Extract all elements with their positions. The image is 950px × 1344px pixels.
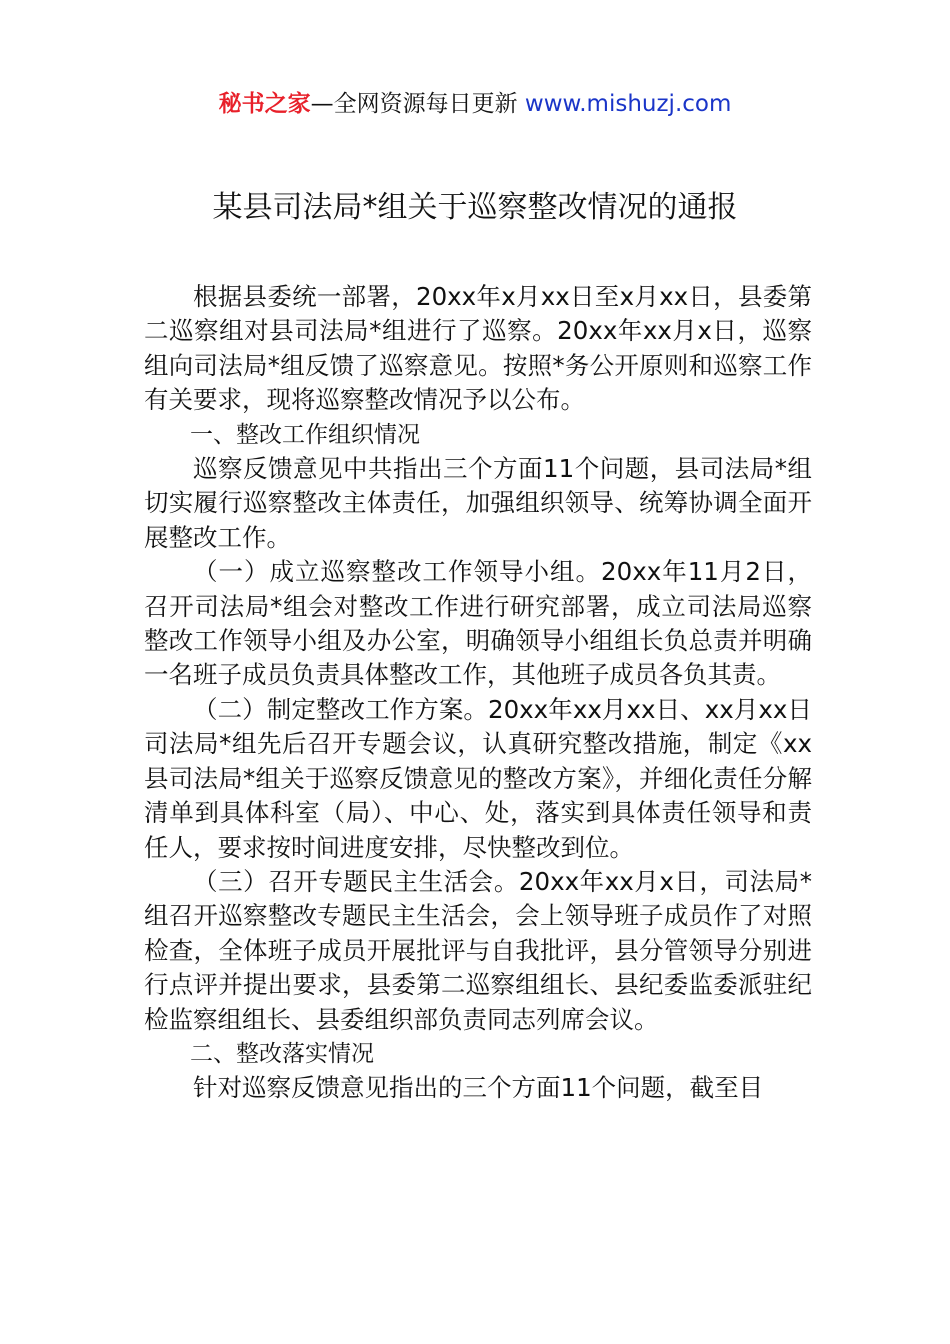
section-heading-2: 二、整改落实情况 [190,1040,374,1067]
section-heading-1: 一、整改工作组织情况 [190,421,420,448]
header-tagline: —全网资源每日更新 [310,91,525,117]
site-header [0,88,950,120]
paragraph: （三）召开专题民主生活会。20xx年xx月x日，司法局*组召开巡察整改专题民主生活会，会上领导班子成员作了对照检查，全体班子成员开展批评与自我批评，县分管领导分别进行点评并提出要求，县委第二巡察组组长、县纪委监委派驻纪检监察组组长、县委组织部负责同志列席会议。 [144,866,812,1034]
brand-name: 秘书之家 [218,91,311,117]
paragraph: 针对巡察反馈意见指出的三个方面11个问题，截至目 [193,1073,764,1103]
paragraph: 巡察反馈意见中共指出三个方面11个问题，县司法局*组切实履行巡察整改主体责任，加强组织领导、统筹协调全面开展整改工作。 [144,454,812,552]
paragraph: （二）制定整改工作方案。20xx年xx月xx日、xx月xx日司法局*组先后召开专题会议，认真研究整改措施，制定《xx县司法局*组关于巡察反馈意见的整改方案》，并细化责任分解清单到具体科室（局）、中心、处，落实到具体责任领导和责任人，要求按时间进度安排，尽快整改到位。 [144,694,812,862]
paragraph-intro: 根据县委统一部署，20xx年x月xx日至x月xx日，县委第二巡察组对县司法局*组进行了巡察。20xx年xx月x日，巡察组向司法局*组反馈了巡察意见。按照*务公开原则和巡察工作有关要求，现将巡察整改情况予以公布。 [144,282,812,415]
site-url[interactable]: www.mishuzj.com [524,91,732,117]
document-title: 某县司法局*组关于巡察整改情况的通报 [212,190,738,225]
paragraph: （一）成立巡察整改工作领导小组。20xx年11月2日，召开司法局*组会对整改工作进行研究部署，成立司法局巡察整改工作领导小组及办公室，明确领导小组组长负总责并明确一名班子成员负责具体整改工作，其他班子成员各负其责。 [144,557,812,690]
document-body [144,280,812,1106]
